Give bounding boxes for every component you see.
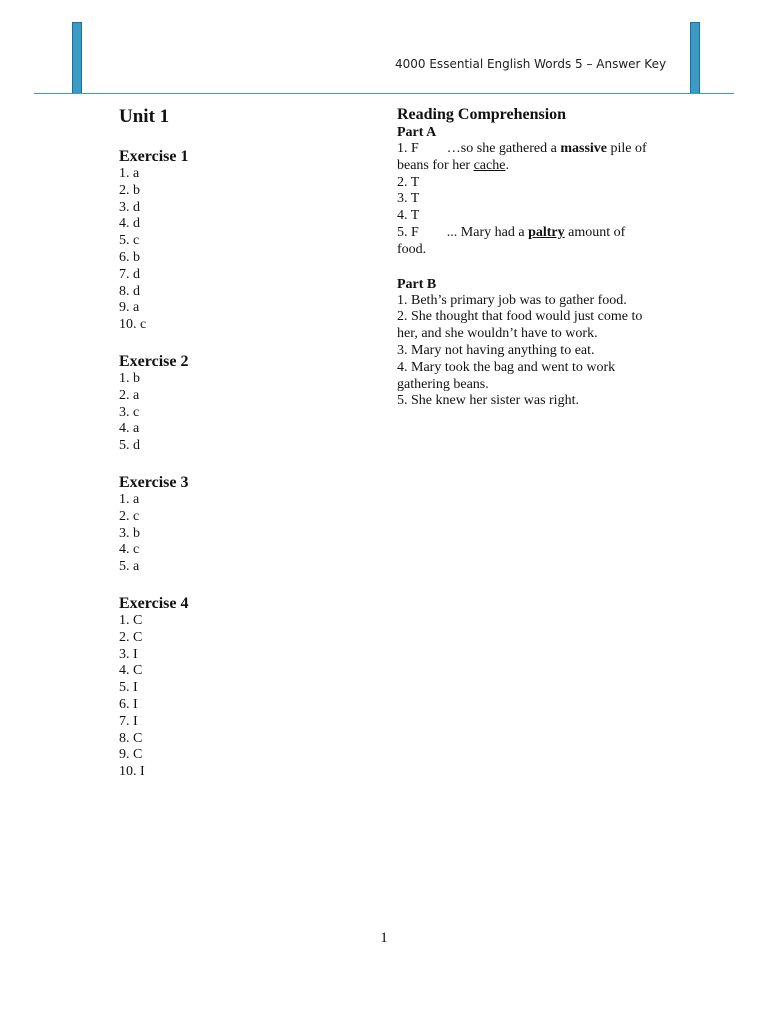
answer-item: 10. I bbox=[119, 764, 145, 780]
answer-item: 8. C bbox=[119, 730, 143, 746]
answer-item: 6. b bbox=[119, 249, 140, 265]
left-column bbox=[119, 106, 339, 781]
answer-item: 3. d bbox=[119, 199, 140, 215]
keyword-cache: cache bbox=[473, 157, 506, 173]
right-header-bar bbox=[690, 22, 700, 94]
part-b-title: Part B bbox=[397, 276, 437, 292]
part-b-item: 4. Mary took the bag and went to work gathering beans. bbox=[397, 359, 616, 392]
keyword-paltry: paltry bbox=[528, 224, 565, 240]
part-b-item: 2. She thought that food would just come to her, and she wouldn’t have to work. bbox=[397, 309, 643, 342]
answer-item: 4. d bbox=[119, 216, 140, 232]
answer-item: 5. c bbox=[119, 233, 140, 249]
item-text-post: amount of food. bbox=[397, 224, 626, 257]
answer-item: 2. b bbox=[119, 182, 140, 198]
part-a-item-5 bbox=[397, 225, 647, 259]
part-a-item-4: 4. T bbox=[397, 208, 420, 224]
answer-item: 1. C bbox=[119, 612, 143, 628]
answer-item: 2. c bbox=[119, 508, 140, 524]
answer-item: 7. I bbox=[119, 713, 138, 729]
part-b-item: 1. Beth’s primary job was to gather food. bbox=[397, 292, 627, 308]
answer-item: 5. I bbox=[119, 680, 138, 696]
answer-item: 3. c bbox=[119, 404, 140, 420]
item-text-pre: ... Mary had a bbox=[446, 224, 529, 240]
exercise-1-answers bbox=[119, 166, 339, 334]
page-number: 1 bbox=[380, 930, 388, 946]
item-text-pre: …so she gathered a bbox=[446, 141, 561, 156]
exercise-3-title: Exercise 3 bbox=[119, 473, 189, 491]
answer-item: 3. I bbox=[119, 646, 138, 662]
answer-item: 6. I bbox=[119, 696, 138, 712]
item-text-post: . bbox=[505, 157, 509, 173]
answer-item: 7. d bbox=[119, 266, 140, 282]
answer-item: 5. d bbox=[119, 438, 140, 454]
answer-item: 2. a bbox=[119, 387, 140, 403]
item-label: 1. F bbox=[397, 141, 419, 156]
right-column bbox=[397, 106, 647, 410]
answer-item: 3. b bbox=[119, 525, 140, 541]
part-a-item-2: 2. T bbox=[397, 174, 420, 190]
part-a-title: Part A bbox=[397, 125, 437, 140]
header-rule bbox=[34, 93, 734, 94]
answer-item: 4. a bbox=[119, 421, 140, 437]
item-text-mid: pile of beans for her bbox=[397, 141, 647, 173]
item-label: 5. F bbox=[397, 224, 419, 240]
answer-item: 8. d bbox=[119, 283, 140, 299]
exercise-2-answers bbox=[119, 371, 339, 455]
exercise-4-answers bbox=[119, 613, 339, 781]
exercise-2-title: Exercise 2 bbox=[119, 352, 189, 370]
exercise-4-title: Exercise 4 bbox=[119, 594, 189, 612]
answer-item: 2. C bbox=[119, 629, 143, 645]
reading-comprehension-title: Reading Comprehension bbox=[397, 106, 567, 123]
part-a-item-3: 3. T bbox=[397, 191, 420, 207]
exercise-3-answers bbox=[119, 492, 339, 576]
answer-item: 1. a bbox=[119, 166, 140, 181]
part-b-item: 5. She knew her sister was right. bbox=[397, 393, 579, 409]
part-b-item: 3. Mary not having anything to eat. bbox=[397, 342, 595, 358]
part-a-answers bbox=[397, 141, 647, 259]
answer-item: 5. a bbox=[119, 559, 140, 575]
answer-item: 10. c bbox=[119, 317, 147, 333]
answer-item: 4. C bbox=[119, 663, 143, 679]
answer-item: 1. a bbox=[119, 491, 140, 507]
part-b-answers bbox=[397, 293, 647, 411]
exercise-1-title: Exercise 1 bbox=[119, 148, 189, 165]
answer-item: 9. a bbox=[119, 300, 140, 316]
left-header-bar bbox=[72, 22, 82, 94]
answer-item: 4. c bbox=[119, 542, 140, 558]
header-title: 4000 Essential English Words 5 – Answer Key bbox=[395, 57, 667, 71]
unit-title: Unit 1 bbox=[119, 106, 170, 127]
keyword-massive: massive bbox=[560, 141, 607, 156]
answer-item: 9. C bbox=[119, 747, 143, 763]
part-a-item-1 bbox=[397, 141, 647, 175]
answer-item: 1. b bbox=[119, 370, 140, 386]
